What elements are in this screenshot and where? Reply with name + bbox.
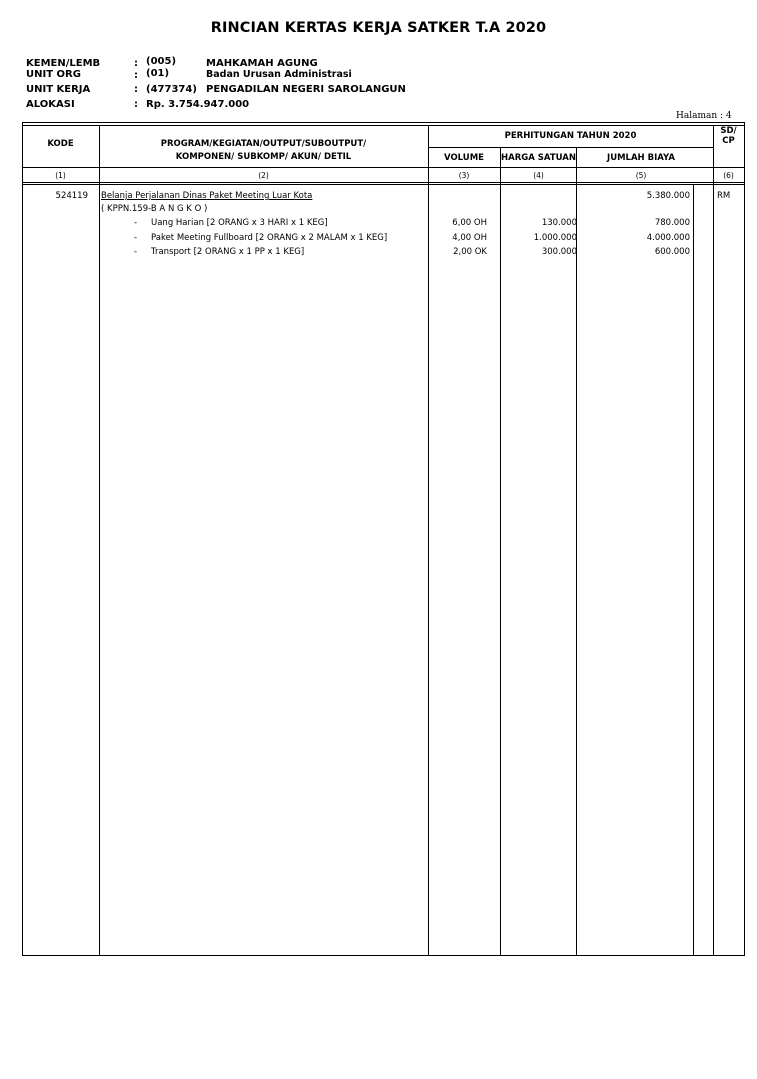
header-perhitungan: PERHITUNGAN TAHUN 2020 bbox=[504, 131, 637, 141]
kppn-label: ( KPPN.159-B A N G K O ) bbox=[101, 204, 208, 214]
column-number-4: (4) bbox=[533, 171, 544, 180]
header-harga-satuan: HARGA SATUAN bbox=[501, 153, 576, 163]
header-sdcp-line1: SD/ bbox=[720, 126, 737, 136]
kemen-label: KEMEN/LEMB bbox=[26, 58, 101, 69]
item-uraian: Uang Harian [2 ORANG x 3 HARI x 1 KEG] bbox=[151, 218, 328, 228]
item-uraian: Paket Meeting Fullboard [2 ORANG x 2 MALAM x 1 KEG] bbox=[151, 233, 388, 243]
column-number-6: (6) bbox=[723, 171, 734, 180]
kemen-code: (005) bbox=[146, 56, 177, 67]
item-dash: - bbox=[134, 247, 138, 257]
alokasi-colon: : bbox=[134, 99, 138, 110]
item-jumlah: 4.000.000 bbox=[646, 233, 690, 243]
kemen-colon: : bbox=[134, 58, 138, 69]
item-dash: - bbox=[134, 218, 138, 228]
unit-kerja-name: PENGADILAN NEGERI SAROLANGUN bbox=[206, 84, 406, 95]
item-harga: 300.000 bbox=[541, 247, 577, 257]
header-program-line1: PROGRAM/KEGIATAN/OUTPUT/SUBOUTPUT/ bbox=[160, 139, 367, 149]
item-harga: 130.000 bbox=[541, 218, 577, 228]
account-sdcp: RM bbox=[717, 191, 731, 201]
unit-org-code: (01) bbox=[146, 68, 170, 79]
kemen-name: MAHKAMAH AGUNG bbox=[206, 58, 318, 69]
unit-kerja-colon: : bbox=[134, 84, 138, 95]
column-number-1: (1) bbox=[55, 171, 66, 180]
account-kode: 524119 bbox=[55, 191, 88, 201]
header-program-line2: KOMPONEN/ SUBKOMP/ AKUN/ DETIL bbox=[175, 152, 352, 162]
unit-kerja-label: UNIT KERJA bbox=[26, 84, 91, 95]
unit-org-colon: : bbox=[134, 70, 138, 81]
alokasi-label: ALOKASI bbox=[26, 99, 75, 110]
header-jumlah-biaya: JUMLAH BIAYA bbox=[607, 153, 675, 163]
header-kode: KODE bbox=[47, 139, 74, 149]
account-jumlah: 5.380.000 bbox=[646, 191, 690, 201]
item-harga: 1.000.000 bbox=[533, 233, 577, 243]
header-sdcp-line2: CP bbox=[722, 136, 735, 146]
header-volume: VOLUME bbox=[444, 153, 484, 163]
unit-org-name: Badan Urusan Administrasi bbox=[206, 69, 352, 80]
column-number-3: (3) bbox=[458, 171, 470, 180]
item-uraian: Transport [2 ORANG x 1 PP x 1 KEG] bbox=[151, 247, 305, 257]
unit-kerja-code: (477374) bbox=[146, 84, 197, 95]
alokasi-value: Rp. 3.754.947.000 bbox=[146, 99, 250, 110]
item-dash: - bbox=[134, 233, 138, 243]
item-jumlah: 600.000 bbox=[654, 247, 690, 257]
column-number-2: (2) bbox=[258, 171, 269, 180]
item-volume: 4,00 OH bbox=[452, 233, 487, 243]
item-volume: 6,00 OH bbox=[452, 218, 487, 228]
item-volume: 2,00 OK bbox=[453, 247, 487, 257]
column-number-5: (5) bbox=[635, 171, 647, 180]
account-uraian: Belanja Perjalanan Dinas Paket Meeting Luar Kota bbox=[101, 191, 313, 201]
unit-org-label: UNIT ORG bbox=[26, 69, 81, 80]
item-jumlah: 780.000 bbox=[654, 218, 690, 228]
document-title: RINCIAN KERTAS KERJA SATKER T.A 2020 bbox=[210, 20, 547, 36]
page-number: Halaman : 4 bbox=[676, 111, 732, 121]
